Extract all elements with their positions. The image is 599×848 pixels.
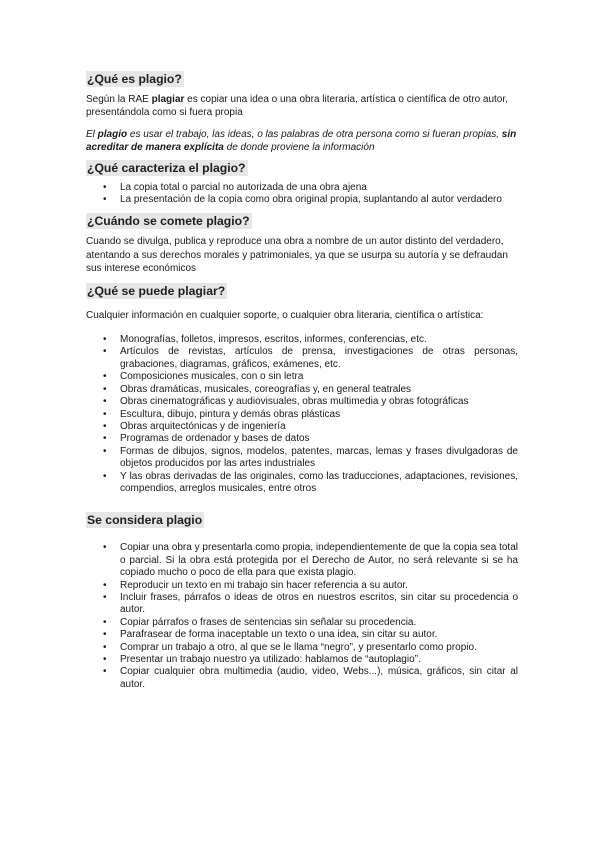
list-item: • Copiar una obra y presentarla como propia, independientemente de que la copia sea total o parcial. Si la obra está protegida por el Derecho de Autor, no será relevante si se ha copiado mucho o poco de ella para que exista plagio.: [86, 542, 518, 579]
section-title: ¿Qué es plagio?: [87, 72, 182, 86]
list-item: • Composiciones musicales, con o sin letra: [86, 371, 518, 383]
list-item: • Reproducir un texto en mi trabajo sin hacer referencia a su autor.: [86, 580, 518, 592]
bold-term: plagio: [97, 128, 128, 140]
section-what-can-be-plagiarized: [86, 282, 518, 496]
list-item: • Obras dramáticas, musicales, coreografías y, en general teatrales: [86, 384, 518, 396]
text-span: es usar el trabajo, las ideas, o las palabras de otra persona como si fueran propias,: [127, 128, 502, 140]
list-item: • Programas de ordenador y bases de datos: [86, 433, 518, 445]
list-item: • Copiar cualquier obra multimedia (audio, video, Webs...), música, gráficos, sin citar al autor.: [86, 666, 518, 691]
section-title: ¿Qué se puede plagiar?: [87, 283, 226, 298]
document-page: [86, 66, 518, 691]
intro-paragraph: Cualquier información en cualquier soporte, o cualquier obra literaria, científica o artística:: [86, 309, 484, 321]
section-title: Se considera plagio: [87, 513, 203, 528]
list-item: • Presentar un trabajo nuestro ya utilizado: hablamos de “autoplagio”.: [86, 654, 518, 666]
bold-term: sin acreditar de manera explícita: [86, 128, 517, 154]
considered-plagiarism-list: [86, 542, 518, 691]
list-item: • Parafrasear de forma inaceptable un texto o una idea, sin citar su autor.: [86, 629, 518, 641]
plagiarizable-works-list: [86, 334, 518, 495]
section-title: ¿Qué caracteriza el plagio?: [87, 160, 246, 175]
section-what-is-plagiarism: [86, 70, 518, 155]
section-considered-plagiarism: [86, 511, 518, 691]
rae-definition-paragraph: [86, 93, 518, 120]
characteristics-list: [86, 182, 518, 207]
list-item: • Y las obras derivadas de las originales, como las traducciones, adaptaciones, revisiones, compendios, arreglos musicales, entre otros: [86, 471, 518, 496]
text-span: Según la RAE: [86, 94, 152, 105]
list-item: • La copia total o parcial no autorizada de una obra ajena: [86, 182, 518, 194]
section-when-committed: [86, 212, 518, 275]
list-item: • Copiar párrafos o frases de sentencias sin señalar su procedencia.: [86, 617, 518, 629]
list-item: • Monografías, folletos, impresos, escritos, informes, conferencias, etc.: [86, 334, 518, 346]
section-characteristics: [86, 159, 518, 207]
list-item: • Obras cinematográficas y audiovisuales, obras multimedia y obras fotográficas: [86, 396, 518, 408]
bold-term: plagiar: [151, 94, 185, 105]
text-span: es copiar una idea o una obra literaria, artística o científica de otro autor, presentándola como si fuera propia: [86, 94, 508, 119]
list-item: • Artículos de revistas, artículos de prensa, investigaciones de otras personas, grabaciones, diagramas, gráficos, exámenes, etc.: [86, 346, 518, 371]
text-span: El: [86, 128, 98, 140]
text-span: de donde proviene la información: [223, 142, 375, 154]
section-title: ¿Cuándo se comete plagio?: [87, 214, 250, 229]
when-committed-paragraph: Cuando se divulga, publica y reproduce una obra a nombre de un autor distinto del verdadero, atentando a sus derechos morales y patrimoniales, ya que se usurpa su autoría y se defraudan sus interese económicos: [86, 236, 508, 275]
list-item: • Formas de dibujos, signos, modelos, patentes, marcas, lemas y frases divulgadoras de objetos producidos por las artes industriales: [86, 446, 518, 471]
plagiarism-definition-paragraph: [86, 128, 518, 155]
list-item: • Escultura, dibujo, pintura y demás obras plásticas: [86, 409, 518, 421]
list-item: • Incluir frases, párrafos o ideas de otros en nuestros escritos, sin citar su procedencia o autor.: [86, 592, 518, 617]
list-item: • Obras arquitectónicas y de ingeniería: [86, 421, 518, 433]
list-item: • Comprar un trabajo a otro, al que se le llama “negro”, y presentarlo como propio.: [86, 642, 518, 654]
list-item: • La presentación de la copia como obra original propia, suplantando al autor verdadero: [86, 194, 518, 206]
